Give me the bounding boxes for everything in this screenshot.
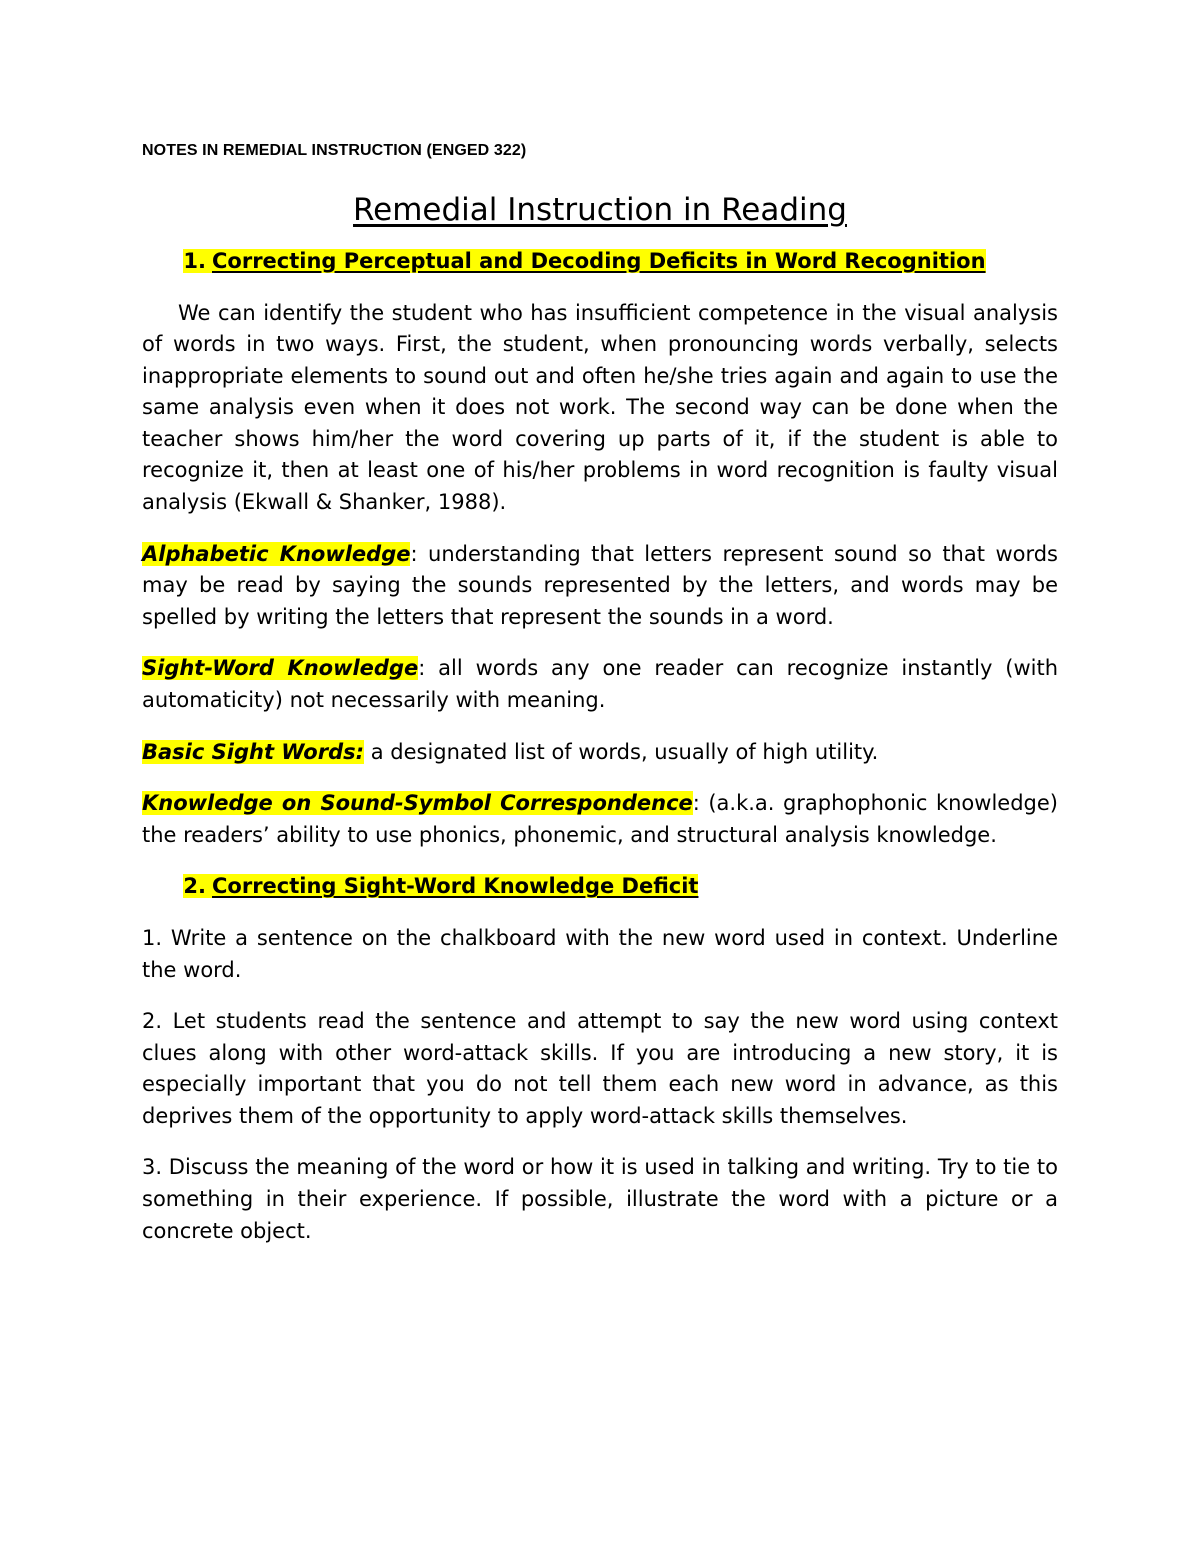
definition-alphabetic-knowledge xyxy=(142,539,1058,634)
step-3: 3. Discuss the meaning of the word or how it is used in talking and writing. Try to tie to something in their experience. If possible, illustrate the word with a picture or a concrete object. xyxy=(142,1155,1058,1243)
definition-sight-word-knowledge xyxy=(142,653,1058,716)
definition-separator: : xyxy=(418,656,426,681)
definition-text: all words any one reader can recognize instantly (with automaticity) not necessarily with meaning. xyxy=(142,656,1059,713)
section-2-heading xyxy=(142,871,1058,903)
definition-text: (a.k.a. graphophonic knowledge) the readers’ ability to use phonics, phonemic, and structural analysis knowledge. xyxy=(142,791,1058,847)
definition-text: understanding that letters represent sound so that words may be read by saying the sounds represented by the letters, and words may be spelled by writing the letters that represent the sounds in a word. xyxy=(142,541,1059,629)
section-1-heading xyxy=(142,246,1058,278)
definition-term: Sight-Word Knowledge xyxy=(142,656,419,681)
definition-sound-symbol-correspondence xyxy=(142,788,1058,851)
definition-separator: : xyxy=(410,541,418,566)
step-1: 1. Write a sentence on the chalkboard with the new word used in context. Underline the word. xyxy=(142,925,1058,982)
page-title: Remedial Instruction in Reading xyxy=(353,192,847,228)
definition-separator: : xyxy=(692,791,700,816)
definition-term: Knowledge on Sound-Symbol Correspondence xyxy=(142,791,693,816)
definition-text: a designated list of words, usually of high utility. xyxy=(364,739,879,764)
section-1-title: Correcting Perceptual and Decoding Deficits in Word Recognition xyxy=(212,249,986,273)
section-1-number: 1. xyxy=(183,249,212,273)
definition-term: Basic Sight Words: xyxy=(142,739,365,764)
definition-basic-sight-words xyxy=(142,737,1058,769)
definition-term: Alphabetic Knowledge xyxy=(142,541,411,566)
course-note: NOTES IN REMEDIAL INSTRUCTION (ENGED 322) xyxy=(142,142,527,159)
section-2-number: 2. xyxy=(183,874,212,898)
document-body xyxy=(142,140,1058,1267)
section-1-paragraph: We can identify the student who has insufficient competence in the visual analysis of words in two ways. First, the student, when pronouncing words verbally, selects inappropriate elements to sound out and often he/she tries again and again to use the same analysis even when it does not work. The second way can be done when the teacher shows him/her the word covering up parts of it, if the student is able to recognize it, then at least one of his/her problems in word recognition is faulty visual analysis (Ekwall & Shanker, 1988). xyxy=(142,300,1058,515)
step-2: 2. Let students read the sentence and attempt to say the new word using context clues along with other word-attack skills. If you are introducing a new story, it is especially important that you do not tell them each new word in advance, as this deprives them of the opportunity to apply word-attack skills themselves. xyxy=(142,1009,1058,1128)
section-2-title: Correcting Sight-Word Knowledge Deficit xyxy=(212,874,699,899)
